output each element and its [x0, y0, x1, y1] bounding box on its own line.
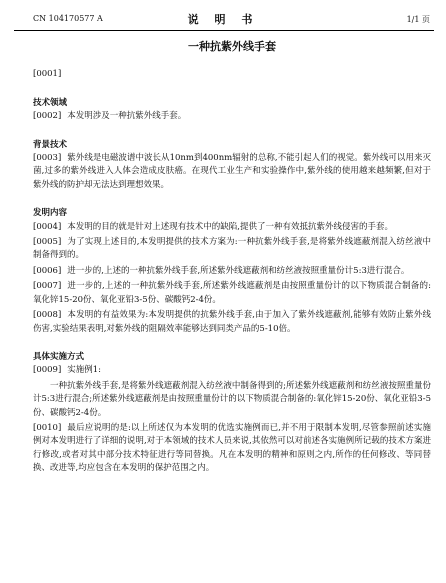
- document-title: 一种抗紫外线手套: [188, 40, 276, 53]
- paragraph-text: 进一步的,上述的一种抗紫外线手套,所述紫外线遮蔽剂是由按照重量份计的以下物质混合制备的:氧化锌15-20份、氧化亚铅3-5份、碳酸钙2-4份。: [33, 281, 431, 305]
- paragraph-number: [0008]: [33, 310, 62, 321]
- example-label: 实施例1:: [67, 365, 102, 376]
- publication-number: CN 104170577 A: [33, 14, 103, 23]
- page-header: [0, 11, 446, 25]
- paragraph-text: 本发明涉及一种抗紫外线手套。: [67, 111, 187, 122]
- paragraph-0008: [33, 309, 431, 336]
- paragraph-number: [0006]: [33, 265, 62, 276]
- paragraph-number: [0009]: [33, 365, 62, 376]
- paragraph-number: [0001]: [33, 69, 62, 80]
- section-heading-field: 技术领域: [33, 97, 68, 108]
- paragraph-number: [0007]: [33, 281, 62, 292]
- paragraph-number: [0010]: [33, 422, 62, 433]
- document-body: [33, 40, 431, 478]
- page-number: 1/1 页: [406, 15, 430, 24]
- paragraph-0006: [33, 265, 431, 278]
- paragraph-text: 进一步的,上述的一种抗紫外线手套,所述紫外线遮蔽剂和纺丝液按照重量份计5:3进行混合。: [67, 265, 410, 276]
- paragraph-0005: [33, 236, 431, 263]
- paragraph-0009: [33, 364, 431, 377]
- paragraph-text: 最后应说明的是:以上所述仅为本发明的优选实施例而已,并不用于限制本发明,尽管参照前述实施例对本发明进行了详细的说明,对于本领域的技术人员来说,其依然可以对前述各实施例所记载的技术方案进行修改,或者对其中部分技术特征进行等同替换。凡在本发明的精神和原则之内,所作的任何修改、等同替换、改进等,均应包含在本发明的保护范围之内。: [33, 422, 431, 474]
- section-heading-background: 背景技术: [33, 139, 68, 150]
- paragraph-0004: [33, 221, 431, 234]
- paragraph-number: [0003]: [33, 153, 62, 164]
- paragraph-0007: [33, 280, 431, 307]
- document-type: 说 明 书: [187, 13, 259, 26]
- paragraph-text: 为了实现上述目的,本发明提供的技术方案为:一种抗紫外线手套,是将紫外线遮蔽剂混入纺丝液中制备得到的。: [33, 237, 431, 261]
- paragraph-0009-body: 一种抗紫外线手套,是将紫外线遮蔽剂混入纺丝液中制备得到的;所述紫外线遮蔽剂和纺丝液按照重量份计5:3进行混合;所述紫外线遮蔽剂是由按照重量份计的以下物质混合制备的:氧化锌15-20份、氧化亚铅3-5份、碳酸钙2-4份。: [33, 380, 431, 418]
- paragraph-number: [0005]: [33, 237, 62, 248]
- section-heading-content: 发明内容: [33, 208, 68, 219]
- paragraph-text: 本发明的目的就是针对上述现有技术中的缺陷,提供了一种有效抵抗紫外线侵害的手套。: [67, 221, 393, 232]
- paragraph-0003: [33, 152, 431, 192]
- paragraph-text: 紫外线是电磁波谱中波长从10nm到400nm辐射的总称,不能引起人们的视觉。紫外线可以用来灭菌,过多的紫外线进入人体会造成皮肤癌。在现代工业生产和实验操作中,紫外线的使用越来越频繁,但对于紫外线的防护却无法达到理想效果。: [33, 153, 431, 190]
- paragraph-number: [0004]: [33, 221, 62, 232]
- paragraph-0010: [33, 422, 431, 476]
- section-heading-embodiment: 具体实施方式: [33, 351, 85, 362]
- paragraph-0001: [33, 68, 431, 81]
- header-rule: [14, 30, 434, 31]
- paragraph-number: [0002]: [33, 111, 62, 122]
- paragraph-text: 本发明的有益效果为:本发明提供的抗紫外线手套,由于加入了紫外线遮蔽剂,能够有效防止紫外线伤害,实验结果表明,对紫外线的阻隔效率能够达到同类产品的5-10倍。: [33, 310, 431, 334]
- paragraph-0002: [33, 110, 431, 123]
